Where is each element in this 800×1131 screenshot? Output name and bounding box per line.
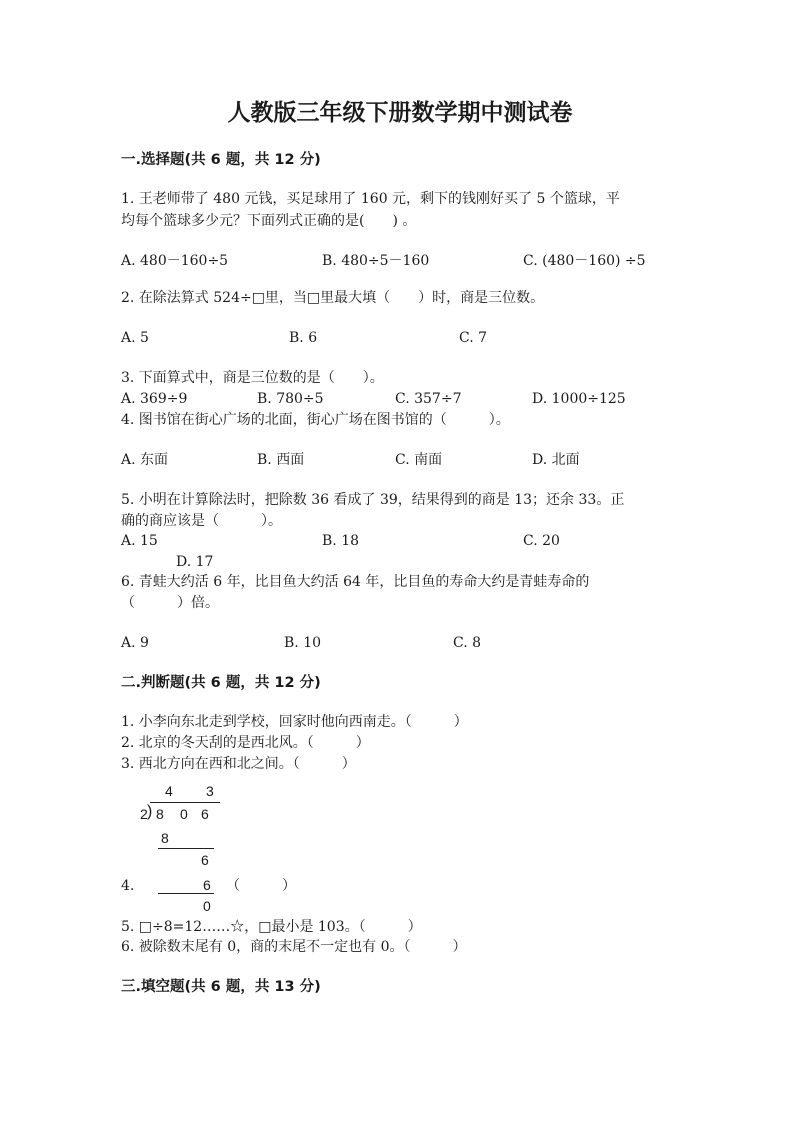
option-d[interactable]: D. 17: [176, 554, 214, 570]
answer-paren: （ ）: [226, 878, 296, 894]
judge-item: 1. 小李向东北走到学校，回家时他向西南走。（ ）: [121, 714, 468, 730]
option-a[interactable]: A. 480－160÷5: [121, 253, 229, 269]
question-text: 3. 下面算式中，商是三位数的是（ ）。: [121, 370, 384, 386]
option-c[interactable]: C. 7: [459, 330, 488, 346]
judge-item: 5. □÷8=12……☆，□最小是 103。（ ）: [121, 919, 422, 935]
section-heading-choice: 一.选择题(共 6 题，共 12 分): [121, 152, 321, 168]
division-bar: [150, 802, 220, 803]
option-a[interactable]: A. 9: [121, 635, 149, 651]
step-value: 8: [161, 830, 169, 846]
option-a[interactable]: A. 东面: [121, 452, 169, 468]
option-c[interactable]: C. 南面: [395, 452, 443, 468]
judge-item: 3. 西北方向在西和北之间。（ ）: [121, 756, 356, 772]
dividend-digit: 8: [156, 806, 164, 822]
remainder: 0: [203, 898, 211, 914]
quotient-digit: 4: [165, 783, 173, 799]
option-b[interactable]: B. 480÷5－160: [322, 253, 430, 269]
option-d[interactable]: D. 北面: [532, 452, 580, 468]
judge-item: 2. 北京的冬天刮的是西北风。（ ）: [121, 735, 370, 751]
option-b[interactable]: B. 780÷5: [257, 391, 324, 407]
quotient-digit: 3: [206, 783, 214, 799]
option-c[interactable]: C. 20: [523, 533, 560, 549]
dividend-digit: 0: [180, 806, 188, 822]
option-a[interactable]: A. 15: [121, 533, 158, 549]
judge-item: 4.: [121, 878, 135, 894]
option-d[interactable]: D. 1000÷125: [532, 391, 626, 407]
page-title: 人教版三年级下册数学期中测试卷: [227, 99, 573, 126]
judge-item: 6. 被除数末尾有 0，商的末尾不一定也有 0。（ ）: [121, 939, 467, 955]
question-text: 5. 小明在计算除法时，把除数 36 看成了 39，结果得到的商是 13；还余 33。正: [121, 492, 625, 508]
question-text: 1. 王老师带了 480 元钱，买足球用了 160 元，剩下的钱刚好买了 5 个篮球，平: [121, 191, 620, 207]
divisor: 2: [140, 806, 148, 822]
option-b[interactable]: B. 6: [289, 330, 318, 346]
long-division-figure: [138, 778, 248, 888]
question-text: 2. 在除法算式 524÷□里，当□里最大填（ ）时，商是三位数。: [121, 290, 545, 306]
question-text: 6. 青蛙大约活 6 年，比目鱼大约活 64 年，比目鱼的寿命大约是青蛙寿命的: [121, 574, 590, 590]
question-text: 确的商应该是（ ）。: [121, 513, 282, 529]
option-b[interactable]: B. 10: [284, 635, 322, 651]
division-step-line: [158, 893, 214, 894]
section-heading-fill: 三.填空题(共 6 题，共 13 分): [121, 979, 321, 995]
option-c[interactable]: C. (480－160) ÷5: [523, 253, 646, 269]
question-text: （ ）倍。: [121, 595, 219, 611]
division-step-line: [158, 848, 214, 849]
option-c[interactable]: C. 8: [453, 635, 482, 651]
option-c[interactable]: C. 357÷7: [395, 391, 462, 407]
question-text: 均每个篮球多少元？下面列式正确的是( ) 。: [121, 213, 417, 229]
option-a[interactable]: A. 369÷9: [121, 391, 188, 407]
section-heading-judge: 二.判断题(共 6 题，共 12 分): [121, 675, 321, 691]
option-b[interactable]: B. 18: [322, 533, 360, 549]
dividend-digit: 6: [201, 806, 209, 822]
step-value: 6: [201, 852, 209, 868]
option-b[interactable]: B. 西面: [257, 452, 305, 468]
division-bracket: ): [147, 803, 153, 820]
question-text: 4. 图书馆在街心广场的北面，街心广场在图书馆的（ ）。: [121, 412, 510, 428]
step-value: 6: [203, 877, 211, 893]
option-a[interactable]: A. 5: [121, 330, 149, 346]
